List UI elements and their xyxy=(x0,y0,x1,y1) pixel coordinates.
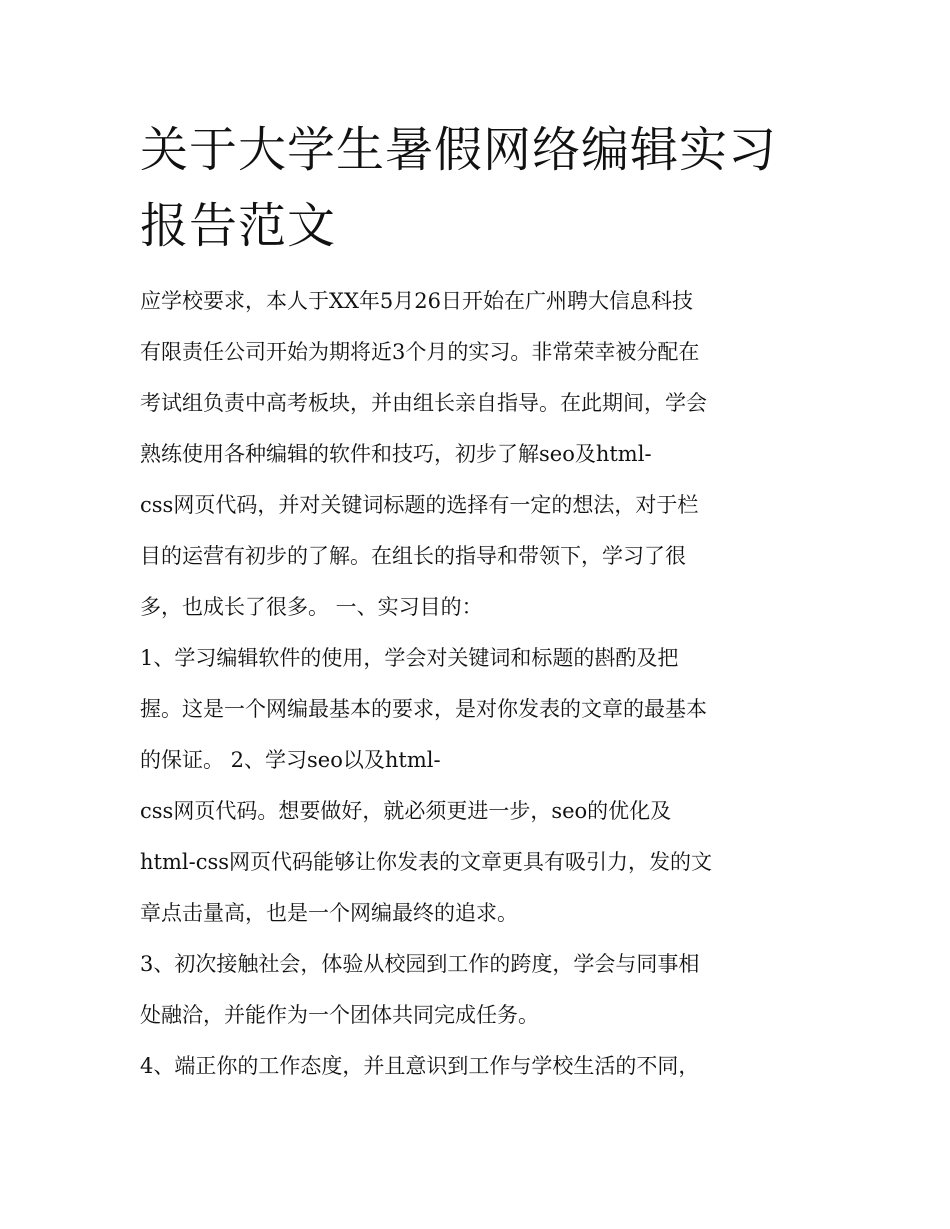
body-line: html-css网页代码能够让你发表的文章更具有吸引力，发的文 xyxy=(140,850,713,874)
body-line: 4、端正你的工作态度，并且意识到工作与学校生活的不同， xyxy=(140,1054,700,1078)
body-line: css网页代码。想要做好，就必须更进一步，seo的优化及 xyxy=(140,799,672,823)
body-line: 多，也成长了很多。 一、实习目的： xyxy=(140,595,483,619)
body-line: 3、初次接触社会，体验从校园到工作的跨度，学会与同事相 xyxy=(140,952,700,976)
body-line: 1、学习编辑软件的使用，学会对关键词和标题的斟酌及把 xyxy=(140,646,679,670)
document-title xyxy=(140,112,820,264)
body-line: 目的运营有初步的了解。在组长的指导和带领下，学习了很 xyxy=(140,544,686,568)
body-line: 应学校要求，本人于XX年5月26日开始在广州聘大信息科技 xyxy=(140,289,693,313)
body-line: css网页代码，并对关键词标题的选择有一定的想法，对于栏 xyxy=(140,493,699,517)
body-line: 有限责任公司开始为期将近3个月的实习。非常荣幸被分配在 xyxy=(140,340,700,364)
body-line: 熟练使用各种编辑的软件和技巧，初步了解seo及html- xyxy=(140,442,652,466)
body-line: 握。这是一个网编最基本的要求，是对你发表的文章的最基本 xyxy=(140,697,707,721)
document-body xyxy=(140,276,816,1092)
title-line: 关于大学生暑假网络编辑实习 xyxy=(140,122,778,178)
body-line: 的保证。 2、学习seo以及html- xyxy=(140,748,441,772)
body-line: 处融洽，并能作为一个团体共同完成任务。 xyxy=(140,1003,539,1027)
body-line: 章点击量高，也是一个网编最终的追求。 xyxy=(140,901,518,925)
body-line: 考试组负责中高考板块，并由组长亲自指导。在此期间，学会 xyxy=(140,391,707,415)
title-line: 报告范文 xyxy=(140,198,337,254)
